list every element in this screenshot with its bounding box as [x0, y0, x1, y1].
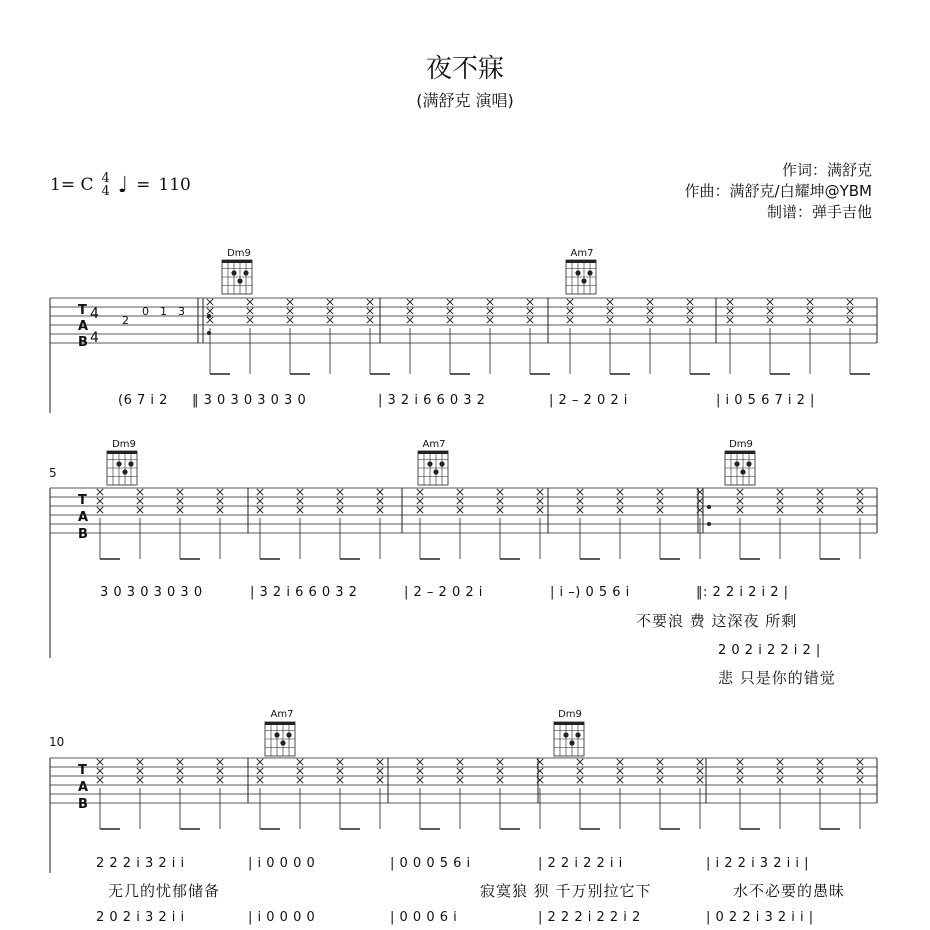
x-mark — [177, 489, 183, 495]
tab-letter-a: A — [78, 510, 89, 525]
x-mark — [657, 768, 663, 774]
tab-timesig-bottom: 4 — [90, 330, 99, 346]
jianpu-line: ‖: 2 2 i 2 i 2 | — [696, 585, 789, 600]
chord-dot — [280, 740, 285, 745]
chord-nut — [566, 260, 596, 263]
chord-dot — [237, 278, 242, 283]
x-mark — [497, 777, 503, 783]
x-mark — [257, 759, 263, 765]
chord-dot — [587, 270, 592, 275]
jianpu-line: ‖ 3 0 3 0 3 0 3 0 — [192, 393, 307, 408]
x-mark — [457, 759, 463, 765]
lyricist-credit: 作词：满舒克 — [781, 161, 872, 179]
x-mark — [457, 498, 463, 504]
x-mark — [617, 507, 623, 513]
jianpu-line: (6 7 i 2 — [118, 393, 168, 408]
tab-letter-b: B — [78, 797, 88, 812]
x-mark — [257, 777, 263, 783]
lyric-line: 不要浪 费 这深夜 所剩 — [636, 612, 798, 630]
x-mark — [537, 507, 543, 513]
x-mark — [217, 759, 223, 765]
repeat-dot — [707, 522, 711, 526]
x-mark — [377, 498, 383, 504]
x-mark — [407, 308, 413, 314]
chord-nut — [725, 451, 755, 454]
x-mark — [767, 308, 773, 314]
x-mark — [647, 308, 653, 314]
chord-dot — [563, 732, 568, 737]
x-mark — [497, 768, 503, 774]
x-mark — [177, 498, 183, 504]
x-mark — [737, 489, 743, 495]
x-mark — [217, 498, 223, 504]
x-mark — [697, 768, 703, 774]
tab-timesig-top: 4 — [90, 306, 99, 322]
x-mark — [417, 489, 423, 495]
lyric-line: 无几的忧郁储备 — [108, 882, 221, 900]
x-mark — [457, 507, 463, 513]
x-mark — [497, 498, 503, 504]
x-mark — [857, 507, 863, 513]
x-mark — [377, 759, 383, 765]
chord-dot — [427, 461, 432, 466]
x-mark — [417, 759, 423, 765]
x-mark — [767, 299, 773, 305]
x-mark — [607, 317, 613, 323]
x-mark — [137, 768, 143, 774]
x-mark — [137, 777, 143, 783]
jianpu-line: | 3 2 i 6 6 0 3 2 — [250, 585, 358, 600]
chord-dot — [243, 270, 248, 275]
chord-dot — [439, 461, 444, 466]
x-mark — [577, 498, 583, 504]
x-mark — [737, 768, 743, 774]
chord-name-dm9: Dm9 — [112, 439, 136, 450]
song-title: 夜不寐 — [425, 54, 504, 84]
x-mark — [327, 299, 333, 305]
x-mark — [457, 489, 463, 495]
x-mark — [527, 299, 533, 305]
x-mark — [817, 759, 823, 765]
chord-dot — [433, 469, 438, 474]
x-mark — [647, 317, 653, 323]
jianpu-line: | 3 2 i 6 6 0 3 2 — [378, 393, 486, 408]
x-mark — [777, 489, 783, 495]
x-mark — [737, 498, 743, 504]
x-mark — [697, 759, 703, 765]
chord-nut — [418, 451, 448, 454]
jianpu-line: 2 2 2 i 3 2 i i — [96, 856, 185, 871]
tab-letter-t: T — [78, 303, 87, 318]
x-mark — [567, 308, 573, 314]
x-mark — [177, 507, 183, 513]
x-mark — [257, 489, 263, 495]
x-mark — [687, 299, 693, 305]
chord-nut — [222, 260, 252, 263]
x-mark — [687, 308, 693, 314]
time-signature-bottom: 4 — [101, 184, 110, 199]
x-mark — [807, 299, 813, 305]
x-mark — [377, 777, 383, 783]
jianpu-line: 2 0 2 i 2 2 i 2 | — [718, 643, 821, 658]
x-mark — [857, 768, 863, 774]
x-mark — [657, 759, 663, 765]
transcriber-credit: 制谱：弹手吉他 — [766, 203, 872, 221]
x-mark — [337, 498, 343, 504]
x-mark — [217, 489, 223, 495]
x-mark — [447, 308, 453, 314]
tab-letter-b: B — [78, 335, 88, 350]
x-mark — [527, 308, 533, 314]
x-mark — [377, 507, 383, 513]
x-mark — [297, 759, 303, 765]
x-mark — [497, 489, 503, 495]
x-mark — [817, 507, 823, 513]
x-mark — [337, 489, 343, 495]
lyric-line: 寂寞狼 狈 千万别拉它下 — [480, 882, 652, 900]
x-mark — [217, 777, 223, 783]
x-mark — [447, 317, 453, 323]
x-mark — [417, 768, 423, 774]
x-mark — [327, 317, 333, 323]
chord-dot — [581, 278, 586, 283]
x-mark — [97, 759, 103, 765]
x-mark — [217, 507, 223, 513]
x-mark — [537, 498, 543, 504]
x-mark — [207, 299, 213, 305]
x-mark — [857, 489, 863, 495]
x-mark — [737, 507, 743, 513]
repeat-dot — [707, 505, 711, 509]
jianpu-line: | 2 2 2 i 2 2 i 2 — [538, 910, 641, 925]
tab-letter-a: A — [78, 319, 89, 334]
x-mark — [527, 317, 533, 323]
x-mark — [847, 317, 853, 323]
x-mark — [857, 498, 863, 504]
jianpu-line: | 2 2 i 2 2 i i — [538, 856, 623, 871]
x-mark — [297, 768, 303, 774]
x-mark — [847, 299, 853, 305]
x-mark — [97, 777, 103, 783]
system-number: 5 — [49, 466, 57, 480]
chord-name-am7: Am7 — [422, 439, 446, 450]
x-mark — [607, 299, 613, 305]
x-mark — [567, 299, 573, 305]
x-mark — [417, 507, 423, 513]
x-mark — [817, 768, 823, 774]
x-mark — [97, 489, 103, 495]
x-mark — [97, 768, 103, 774]
x-mark — [297, 489, 303, 495]
jianpu-line: | 2 – 2 0 2 i — [404, 585, 483, 600]
x-mark — [407, 317, 413, 323]
x-mark — [417, 498, 423, 504]
chord-dot — [116, 461, 121, 466]
tempo-equals: = — [136, 175, 151, 195]
x-mark — [407, 299, 413, 305]
x-mark — [577, 507, 583, 513]
x-mark — [177, 777, 183, 783]
chord-dot — [231, 270, 236, 275]
x-mark — [617, 777, 623, 783]
chord-dot — [286, 732, 291, 737]
tab-letter-a: A — [78, 780, 89, 795]
x-mark — [177, 768, 183, 774]
x-mark — [647, 299, 653, 305]
x-mark — [177, 759, 183, 765]
x-mark — [207, 317, 213, 323]
x-mark — [137, 489, 143, 495]
jianpu-line: | 0 2 2 i 3 2 i i | — [706, 910, 814, 925]
x-mark — [247, 308, 253, 314]
x-mark — [247, 299, 253, 305]
lyric-line: 水不必要的愚昧 — [733, 882, 846, 900]
x-mark — [847, 308, 853, 314]
x-mark — [607, 308, 613, 314]
chord-name-am7: Am7 — [270, 709, 294, 720]
repeat-dot — [207, 331, 211, 335]
x-mark — [657, 507, 663, 513]
chord-dot — [575, 732, 580, 737]
x-mark — [217, 768, 223, 774]
x-mark — [297, 507, 303, 513]
chord-name-dm9: Dm9 — [558, 709, 582, 720]
chord-dot — [569, 740, 574, 745]
jianpu-line: | i 0 0 0 0 — [248, 856, 316, 871]
x-mark — [377, 768, 383, 774]
x-mark — [617, 759, 623, 765]
x-mark — [367, 317, 373, 323]
x-mark — [617, 489, 623, 495]
x-mark — [777, 759, 783, 765]
chord-dot — [122, 469, 127, 474]
jianpu-line: | i 0 0 0 0 — [248, 910, 316, 925]
x-mark — [657, 777, 663, 783]
x-mark — [337, 777, 343, 783]
composer-credit: 作曲：满舒克/白耀坤@YBM — [684, 182, 872, 200]
tab-letter-b: B — [78, 527, 88, 542]
x-mark — [497, 507, 503, 513]
x-mark — [777, 768, 783, 774]
x-mark — [247, 317, 253, 323]
x-mark — [257, 768, 263, 774]
x-mark — [337, 507, 343, 513]
x-mark — [727, 299, 733, 305]
x-mark — [657, 498, 663, 504]
x-mark — [577, 768, 583, 774]
intro-fret: 2 — [122, 314, 129, 327]
x-mark — [487, 299, 493, 305]
chord-name-dm9: Dm9 — [729, 439, 753, 450]
x-mark — [257, 498, 263, 504]
x-mark — [577, 759, 583, 765]
x-mark — [727, 317, 733, 323]
jianpu-line: 2 0 2 i 3 2 i i — [96, 910, 185, 925]
x-mark — [817, 489, 823, 495]
x-mark — [617, 498, 623, 504]
x-mark — [257, 507, 263, 513]
x-mark — [287, 317, 293, 323]
x-mark — [137, 507, 143, 513]
x-mark — [97, 498, 103, 504]
x-mark — [337, 768, 343, 774]
jianpu-line: 3 0 3 0 3 0 3 0 — [100, 585, 203, 600]
chord-dot — [575, 270, 580, 275]
x-mark — [697, 777, 703, 783]
x-mark — [487, 308, 493, 314]
x-mark — [737, 777, 743, 783]
chord-name-am7: Am7 — [570, 248, 594, 259]
chord-name-dm9: Dm9 — [227, 248, 251, 259]
x-mark — [417, 777, 423, 783]
x-mark — [367, 299, 373, 305]
tab-letter-t: T — [78, 493, 87, 508]
repeat-dot — [207, 314, 211, 318]
x-mark — [447, 299, 453, 305]
x-mark — [777, 777, 783, 783]
x-mark — [287, 299, 293, 305]
x-mark — [337, 759, 343, 765]
intro-fret: 1 — [160, 305, 167, 318]
x-mark — [727, 308, 733, 314]
x-mark — [137, 759, 143, 765]
jianpu-line: | 0 0 0 5 6 i — [390, 856, 471, 871]
x-mark — [737, 759, 743, 765]
x-mark — [807, 317, 813, 323]
x-mark — [777, 507, 783, 513]
x-mark — [687, 317, 693, 323]
x-mark — [777, 498, 783, 504]
x-mark — [137, 498, 143, 504]
x-mark — [767, 317, 773, 323]
tempo-bpm: 110 — [158, 175, 191, 195]
x-mark — [97, 507, 103, 513]
chord-dot — [128, 461, 133, 466]
jianpu-line: | i –) 0 5 6 i — [550, 585, 630, 600]
lyric-line: 悲 只是你的错觉 — [718, 669, 836, 687]
x-mark — [577, 777, 583, 783]
chord-nut — [554, 722, 584, 725]
jianpu-line: | i 0 5 6 7 i 2 | — [716, 393, 815, 408]
chord-dot — [274, 732, 279, 737]
x-mark — [457, 768, 463, 774]
x-mark — [497, 759, 503, 765]
x-mark — [457, 777, 463, 783]
chord-nut — [107, 451, 137, 454]
x-mark — [297, 777, 303, 783]
x-mark — [577, 489, 583, 495]
x-mark — [817, 777, 823, 783]
x-mark — [567, 317, 573, 323]
intro-fret: 0 — [142, 305, 149, 318]
x-mark — [857, 759, 863, 765]
song-subtitle: (满舒克 演唱) — [416, 91, 514, 110]
x-mark — [807, 308, 813, 314]
chord-nut — [265, 722, 295, 725]
quarter-note-icon: ♩ — [117, 172, 129, 198]
chord-dot — [734, 461, 739, 466]
x-mark — [617, 768, 623, 774]
jianpu-line: | i 2 2 i 3 2 i i | — [706, 856, 809, 871]
x-mark — [657, 489, 663, 495]
x-mark — [817, 498, 823, 504]
x-mark — [857, 777, 863, 783]
x-mark — [537, 489, 543, 495]
x-mark — [487, 317, 493, 323]
x-mark — [297, 498, 303, 504]
x-mark — [287, 308, 293, 314]
time-signature-top: 4 — [101, 171, 110, 186]
intro-fret: 3 — [178, 305, 185, 318]
chord-dot — [740, 469, 745, 474]
x-mark — [327, 308, 333, 314]
jianpu-line: | 2 – 2 0 2 i — [549, 393, 628, 408]
x-mark — [377, 489, 383, 495]
chord-dot — [746, 461, 751, 466]
key-signature: 1= C — [50, 175, 94, 195]
system-number: 10 — [49, 735, 65, 749]
tab-letter-t: T — [78, 763, 87, 778]
x-mark — [367, 308, 373, 314]
x-mark — [207, 308, 213, 314]
jianpu-line: | 0 0 0 6 i — [390, 910, 458, 925]
